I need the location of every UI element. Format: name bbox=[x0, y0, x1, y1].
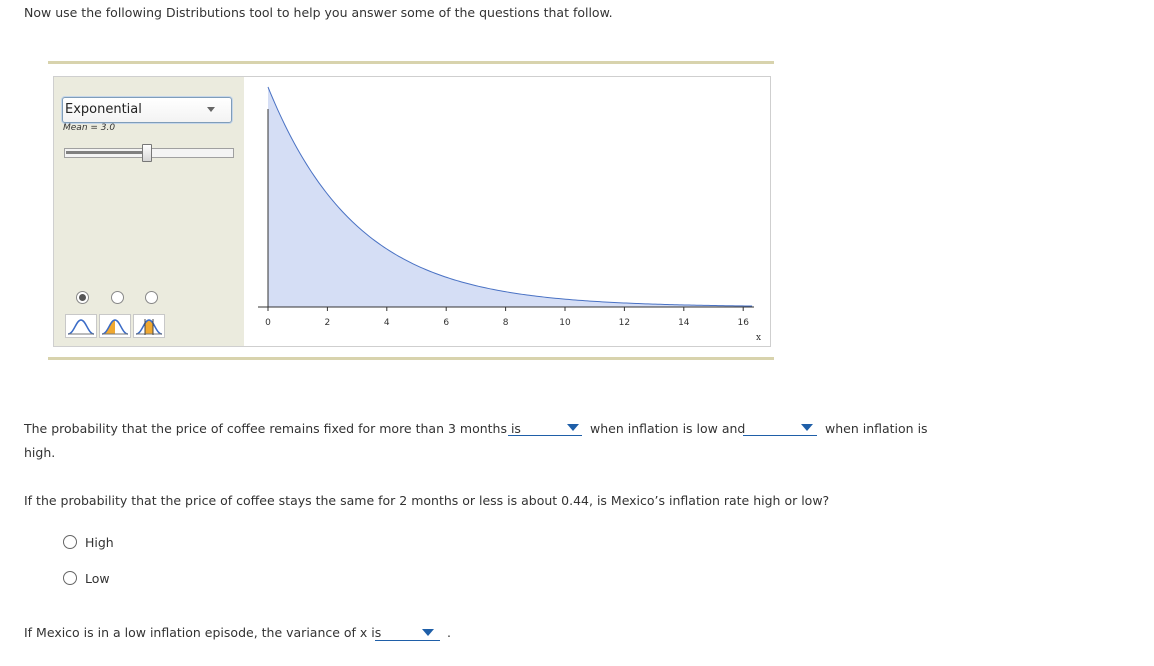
q3-dropdown[interactable] bbox=[375, 623, 440, 641]
q1-text-part3: when inflation is bbox=[825, 421, 928, 436]
q1-dropdown-1[interactable] bbox=[508, 418, 582, 436]
x-tick-label: 0 bbox=[265, 318, 271, 328]
q3-dropdown-underline bbox=[375, 640, 440, 641]
mean-slider-fill bbox=[66, 151, 146, 154]
mode-radio-2[interactable] bbox=[111, 291, 124, 304]
density-area bbox=[268, 87, 752, 307]
caret-down-icon bbox=[422, 629, 434, 636]
x-tick-label: 2 bbox=[324, 318, 331, 328]
q1-text-part2: when inflation is low and bbox=[590, 421, 746, 436]
q1-dropdown-1-underline bbox=[508, 435, 582, 436]
q1-dropdown-2[interactable] bbox=[743, 418, 817, 436]
x-tick-label: 14 bbox=[678, 318, 690, 328]
q2-prompt: If the probability that the price of coffee stays the same for 2 months or less is about 0.44, is Mexico’s inflation rate high or low? bbox=[24, 493, 830, 508]
q2-option-low-radio[interactable] bbox=[63, 571, 77, 585]
x-tick-label: 6 bbox=[443, 318, 450, 328]
x-tick-label: 10 bbox=[559, 318, 571, 328]
q1-dropdown-2-underline bbox=[743, 435, 817, 436]
mean-slider-thumb[interactable] bbox=[142, 144, 152, 162]
q2-option-low-label[interactable]: Low bbox=[85, 571, 110, 586]
distribution-plot bbox=[244, 77, 770, 346]
q1-text-part1: The probability that the price of coffee remains fixed for more than 3 months is bbox=[24, 421, 521, 436]
mean-label: Mean = 3.0 bbox=[63, 123, 116, 133]
q1-text-part4: high. bbox=[24, 445, 56, 460]
distribution-select[interactable] bbox=[62, 97, 232, 123]
distributions-tool bbox=[53, 76, 771, 347]
left-area-icon[interactable] bbox=[99, 314, 131, 338]
x-tick-label: 8 bbox=[502, 318, 509, 328]
q2-option-high-label[interactable]: High bbox=[85, 535, 114, 550]
chevron-down-icon bbox=[207, 107, 215, 112]
x-tick-label: 4 bbox=[383, 318, 390, 328]
interval-area-icon[interactable] bbox=[133, 314, 165, 338]
density-curve-icon[interactable] bbox=[65, 314, 97, 338]
tool-bottom-rule bbox=[48, 357, 774, 360]
q2-option-high-radio[interactable] bbox=[63, 535, 77, 549]
intro-text: Now use the following Distributions tool to help you answer some of the questions that follow. bbox=[24, 5, 613, 20]
mode-radio-1[interactable] bbox=[76, 291, 89, 304]
caret-down-icon bbox=[801, 424, 813, 431]
x-tick-label: 12 bbox=[618, 318, 631, 328]
q3-prompt: If Mexico is in a low inflation episode, the variance of x is bbox=[24, 625, 382, 640]
tool-top-rule bbox=[48, 61, 774, 64]
x-axis-label: x bbox=[756, 333, 762, 343]
distribution-select-value: Exponential bbox=[65, 102, 142, 117]
caret-down-icon bbox=[567, 424, 579, 431]
q3-suffix: . bbox=[447, 625, 451, 640]
mode-radio-3[interactable] bbox=[145, 291, 158, 304]
controls-panel bbox=[54, 77, 244, 346]
x-tick-label: 16 bbox=[737, 318, 749, 328]
